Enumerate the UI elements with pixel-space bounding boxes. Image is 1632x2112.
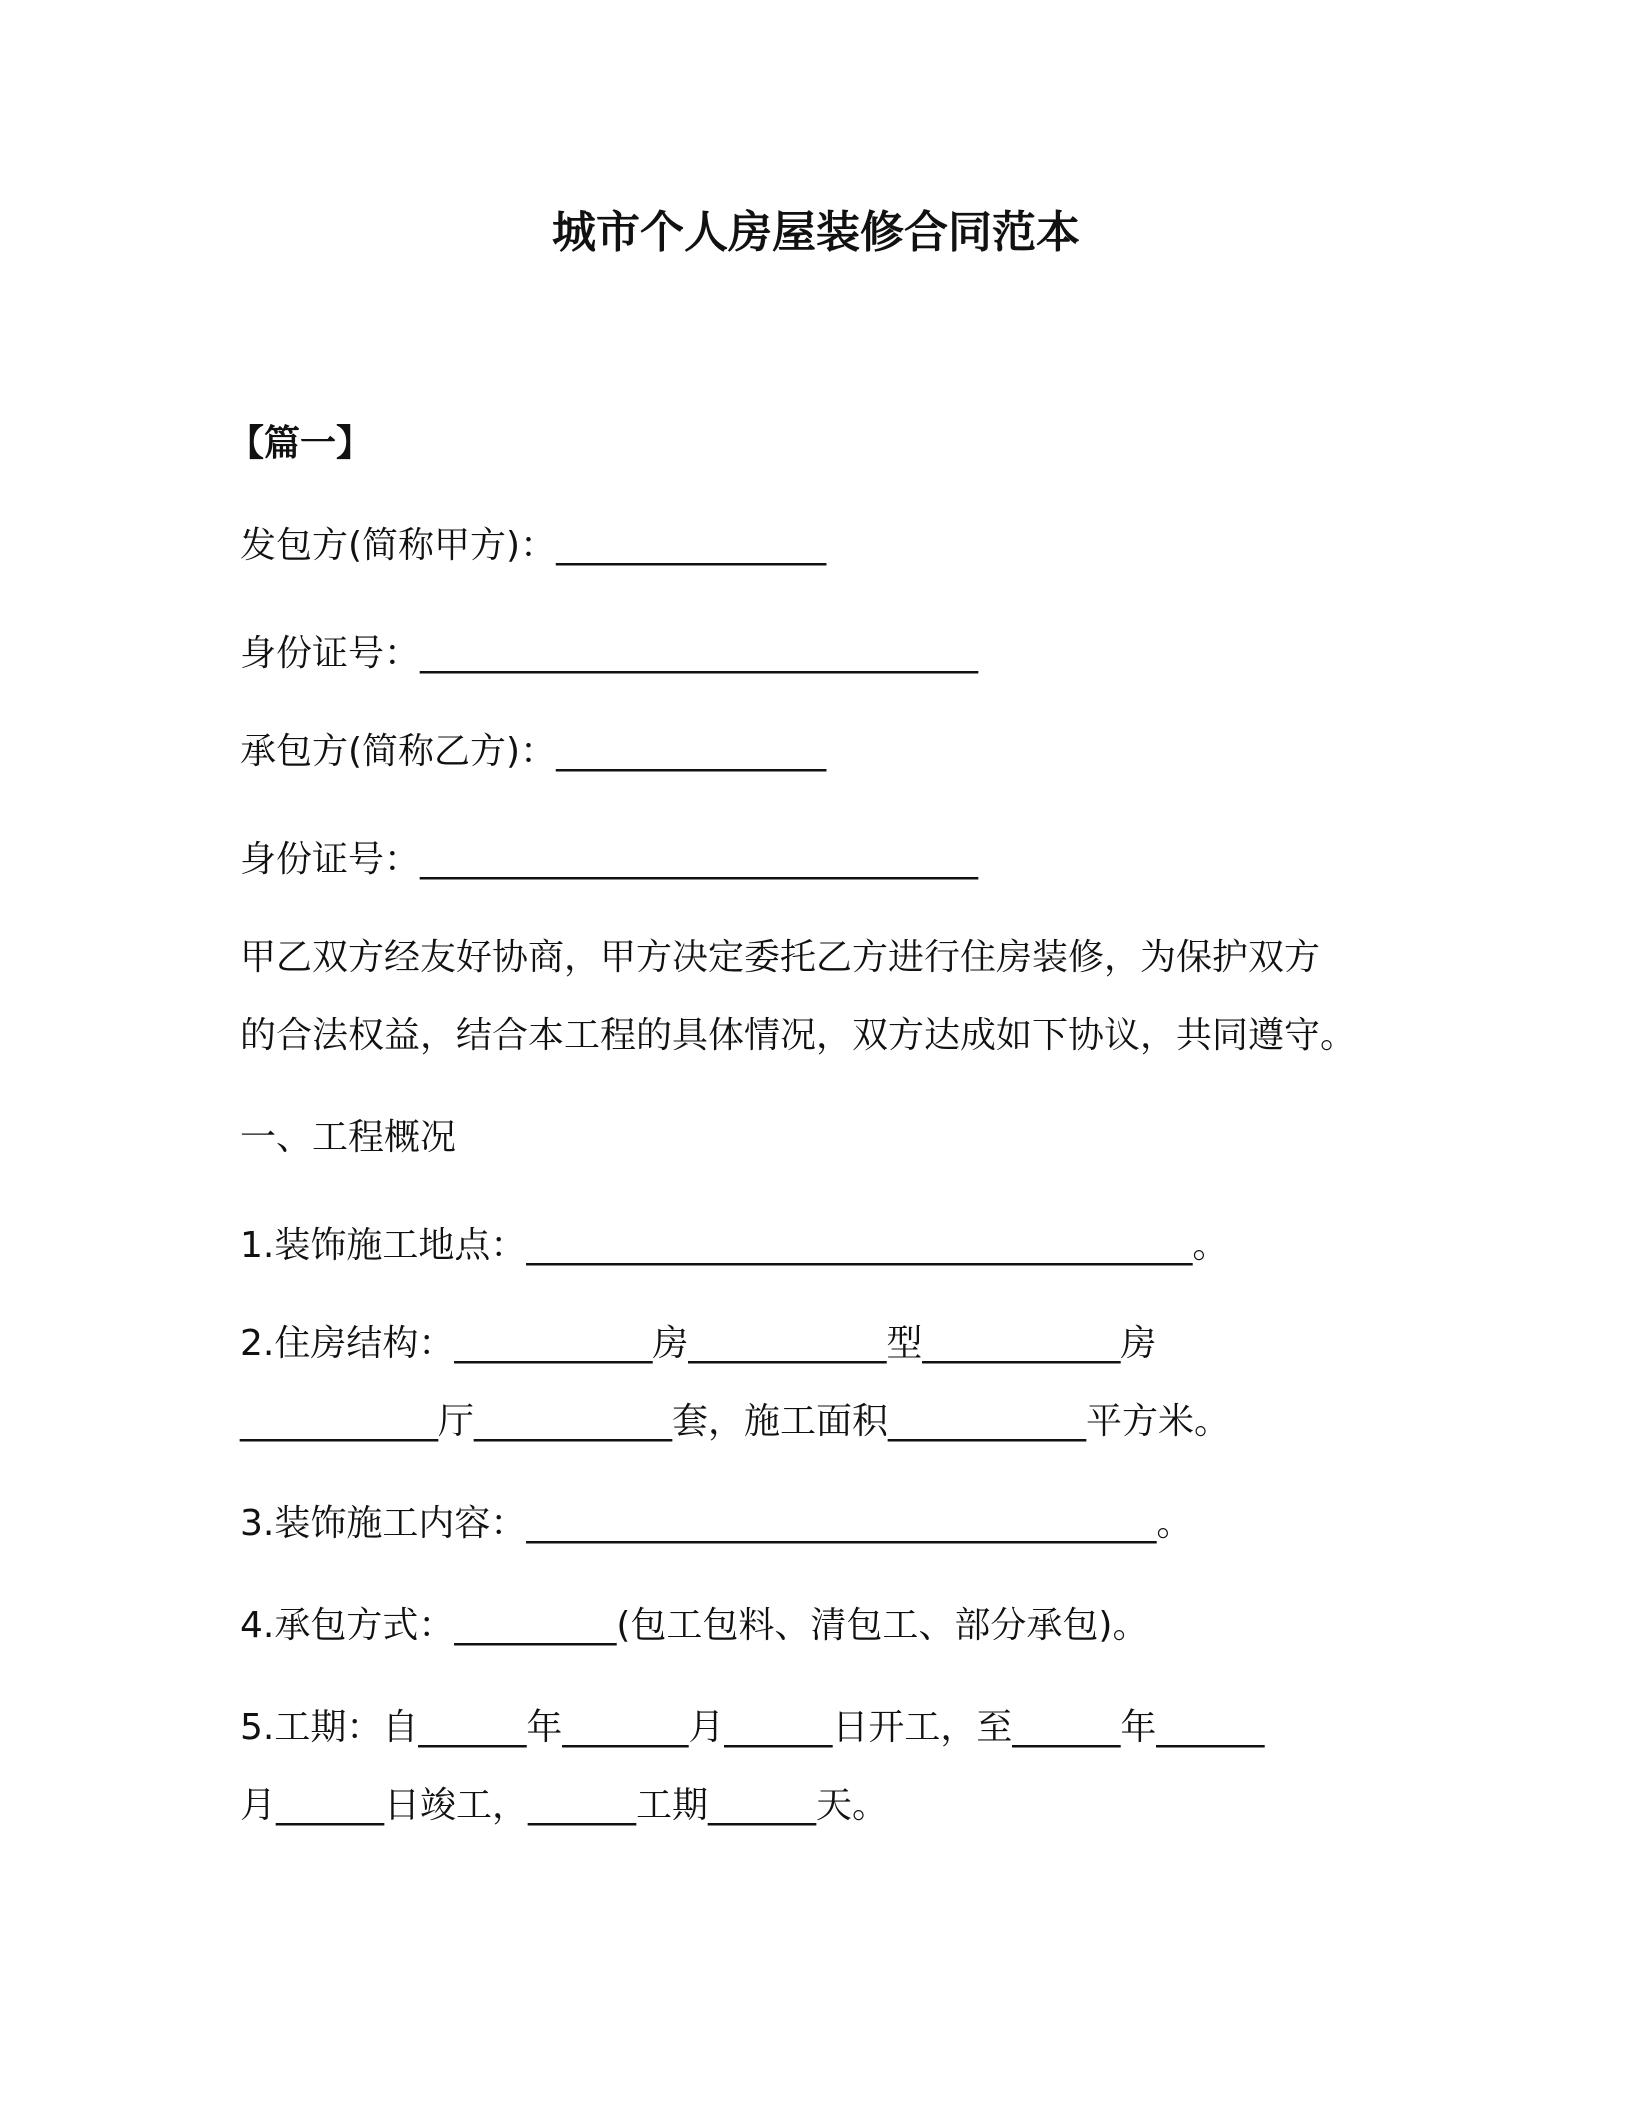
- section-label: 【篇一】: [228, 423, 373, 464]
- item-2-housing-structure-line-2: ___________厅___________套，施工面积___________平方米。: [240, 1401, 1231, 1442]
- item-5-duration-line-1: 5.工期：自______年_______月______日开工，至______年______: [240, 1707, 1265, 1748]
- item-2-housing-structure-line-1: 2.住房结构：___________房___________型___________房: [240, 1323, 1157, 1364]
- agreement-paragraph-line-2: 的合法权益，结合本工程的具体情况，双方达成如下协议，共同遵守。: [240, 1015, 1357, 1056]
- party-b-line: 承包方(简称乙方)：_______________: [240, 731, 827, 772]
- section-heading-project-overview: 一、工程概况: [240, 1117, 457, 1158]
- item-4-contract-method: 4.承包方式：_________(包工包料、清包工、部分承包)。: [240, 1605, 1149, 1646]
- party-a-id-line: 身份证号：_______________________________: [240, 633, 979, 674]
- party-a-line: 发包方(简称甲方)：_______________: [240, 525, 827, 566]
- document-title: 城市个人房屋装修合同范本: [552, 207, 1080, 258]
- item-5-duration-line-2: 月______日竣工，______工期______天。: [240, 1785, 889, 1826]
- party-b-id-line: 身份证号：_______________________________: [240, 839, 979, 880]
- item-1-construction-site: 1.装饰施工地点：_____________________________________。: [240, 1225, 1229, 1266]
- item-3-construction-content: 3.装饰施工内容：___________________________________。: [240, 1503, 1193, 1544]
- agreement-paragraph-line-1: 甲乙双方经友好协商，甲方决定委托乙方进行住房装修，为保护双方: [240, 937, 1321, 978]
